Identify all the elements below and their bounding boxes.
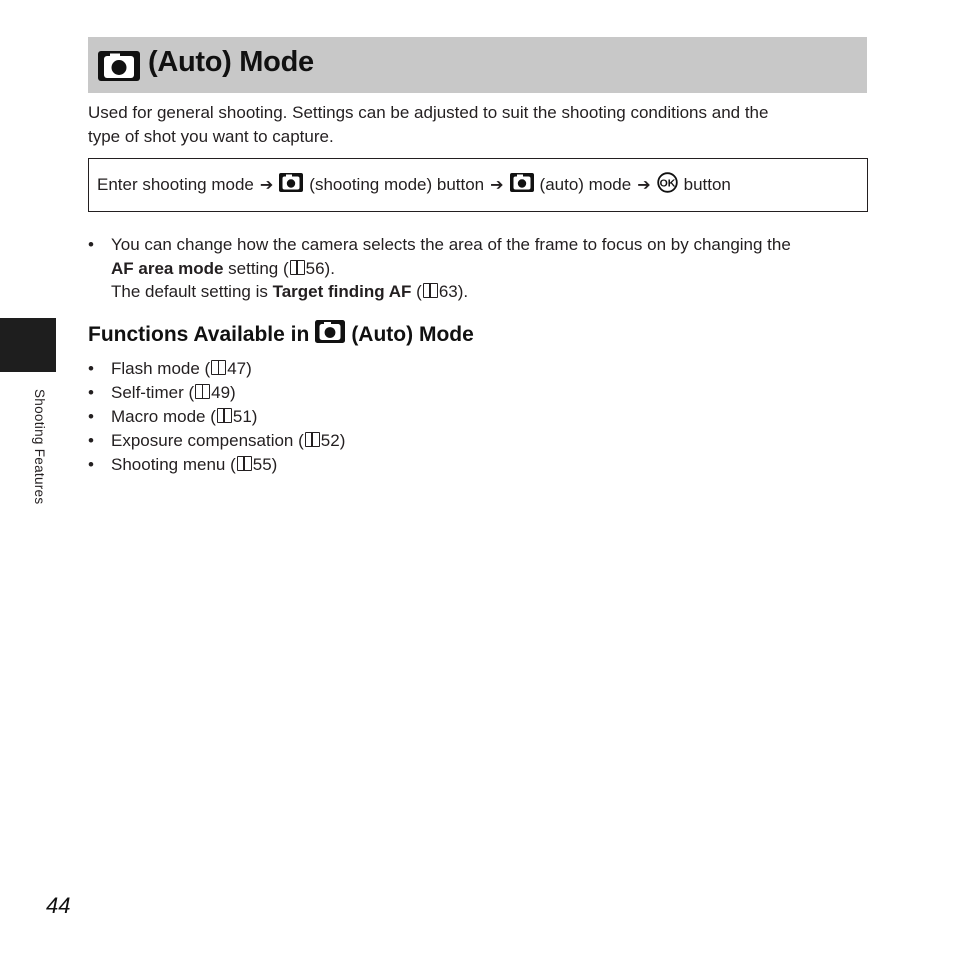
camera-icon xyxy=(510,173,534,197)
list-item xyxy=(88,405,345,429)
path-step-shooting-mode: (shooting mode) button xyxy=(309,175,485,194)
book-icon xyxy=(290,260,305,275)
page-reference[interactable]: 56). xyxy=(305,258,335,278)
list-item xyxy=(88,357,345,381)
bullet: • xyxy=(88,383,94,402)
book-icon xyxy=(237,456,252,471)
procedure-box xyxy=(88,158,868,212)
arrow-icon: ➔ xyxy=(637,177,651,194)
book-icon xyxy=(195,384,210,399)
path-step-enter: Enter shooting mode xyxy=(97,175,254,194)
list-item xyxy=(88,453,345,477)
ok-button-icon xyxy=(657,172,678,198)
book-icon xyxy=(217,408,232,423)
heading-text: Functions Available in xyxy=(88,322,310,346)
page-title: (Auto) Mode xyxy=(148,46,314,78)
function-label: Exposure compensation ( xyxy=(111,431,304,450)
path-step-button: button xyxy=(683,175,731,194)
function-label: Self-timer ( xyxy=(111,383,195,402)
arrow-icon: ➔ xyxy=(490,177,504,194)
arrow-icon: ➔ xyxy=(259,177,274,194)
intro-line: Used for general shooting. Settings can be adjusted to suit the shooting conditions and the xyxy=(88,103,769,122)
function-label: Macro mode ( xyxy=(111,407,216,426)
chapter-label: Shooting Features xyxy=(32,389,47,505)
bullet: • xyxy=(88,235,94,254)
target-finding-af-term: Target finding AF xyxy=(272,282,412,301)
camera-icon xyxy=(98,51,140,86)
section-heading xyxy=(88,320,474,349)
bullet: • xyxy=(88,455,94,474)
book-icon xyxy=(423,283,438,298)
chapter-tab xyxy=(0,318,56,372)
book-icon xyxy=(305,432,320,447)
page-reference[interactable]: 47) xyxy=(227,359,252,378)
svg-text:OK: OK xyxy=(659,177,675,190)
list-item xyxy=(88,429,345,453)
path-step-auto-mode: (auto) mode xyxy=(539,175,632,194)
page-number: 44 xyxy=(46,893,71,918)
heading-text: (Auto) Mode xyxy=(351,322,474,346)
af-area-note xyxy=(88,233,878,304)
function-label: Flash mode ( xyxy=(111,359,211,378)
functions-list xyxy=(88,357,345,477)
bullet: • xyxy=(88,359,94,378)
bullet: • xyxy=(88,431,94,450)
camera-icon xyxy=(279,173,303,197)
page-reference[interactable]: 49) xyxy=(211,383,236,402)
procedure-path xyxy=(97,172,731,198)
title-bar xyxy=(88,37,867,93)
note-text: The default setting is xyxy=(111,282,273,301)
list-item xyxy=(88,381,345,405)
camera-icon xyxy=(315,320,345,349)
function-label: Shooting menu ( xyxy=(111,455,236,474)
note-text: setting ( xyxy=(223,258,289,278)
book-icon xyxy=(211,360,226,375)
note-line xyxy=(88,233,878,257)
bullet: • xyxy=(88,407,94,426)
note-text: ( xyxy=(411,282,422,301)
page-reference[interactable]: 55) xyxy=(252,455,278,474)
note-text: You can change how the camera selects the area of the frame to focus on by changing the xyxy=(111,235,791,254)
note-line xyxy=(88,257,878,281)
note-line xyxy=(88,280,878,304)
intro-paragraph xyxy=(88,101,868,149)
page-reference[interactable]: 63). xyxy=(438,282,469,301)
page-reference[interactable]: 52) xyxy=(320,431,346,450)
intro-line: type of shot you want to capture. xyxy=(88,127,334,146)
af-area-mode-term: AF area mode xyxy=(111,258,224,278)
page-reference[interactable]: 51) xyxy=(232,407,258,426)
